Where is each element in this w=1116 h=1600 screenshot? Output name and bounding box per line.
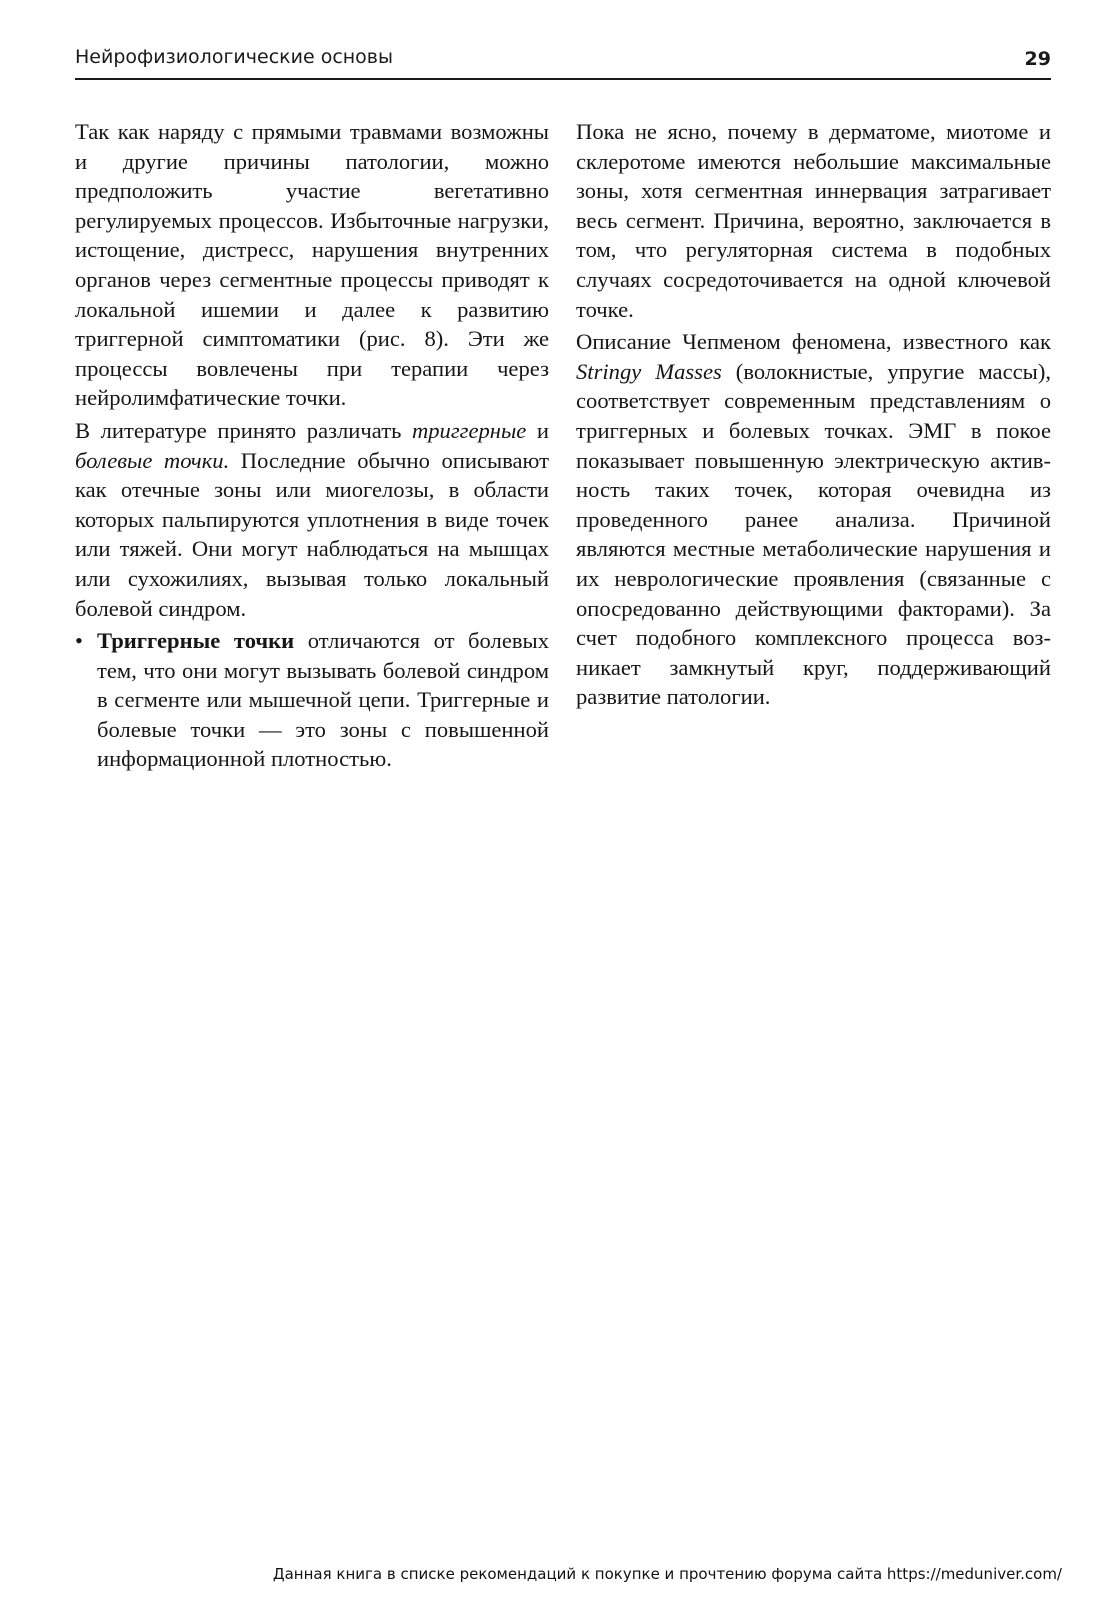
footer-notice: Данная книга в списке рекомендаций к покупке и прочтению форума сайта https://meduniver.com/ [272, 1565, 1062, 1583]
paragraph-text: Последние обычно описывают как отечные зоны или миогелозы, в области которых пальпируются уплотнения в виде точек или тяжей. Они могут наблюдаться на мышцах или сухожилиях, вызывая только локальный болевой синдром. [75, 447, 549, 621]
page-number: 29 [1024, 48, 1051, 70]
term-italic: триггерные [411, 417, 527, 443]
bullet-item [75, 626, 549, 774]
paragraph: Так как наряду с прямыми травмами возможны и другие причины патологии, можно предположить участие вегетативно регулируемых процессов. Избыточные нагрузки, истощение, дистресс, нарушения внутренних органов через сегментные процессы приводят к локальной ишемии и далее к развитию триггерной симптоматики (рис. 8). Эти же процессы вовлечены при терапии через нейролимфатические точки. [75, 119, 549, 411]
left-column [75, 117, 549, 774]
paragraph: Пока не ясно, почему в дерматоме, миотоме и склеротоме имеются небольшие максимальные зоны, хотя сегментная иннервация затрагивает весь сегмент. Причина, вероятно, заключается в том, что регуляторная система в подобных случаях сосредоточивается на одной ключевой точке. [576, 119, 1051, 322]
paragraph-text: (волокнистые, упругие массы), соответствует современным представлениям о триггерных и болевых точках. ЭМГ в покое показывает повышенную электрическую активность таких точек, которая очевидна из проведенного ранее анализа. Причиной являются местные метаболические нарушения и их неврологические проявления (связанные с опосредованно действующими факторами). За счет подобного комплексного процесса возникает замкнутый круг, поддерживающий развитие патологии. [576, 358, 1051, 710]
bullet-mark: • [75, 628, 83, 654]
paragraph [576, 327, 1051, 712]
running-title: Нейрофизиологические основы [75, 46, 394, 68]
paragraph-text: Описание Чепменом феномена, известного как [576, 329, 1051, 355]
bullet-text [97, 626, 549, 774]
right-column [576, 117, 1051, 715]
term-italic: Stringy Masses [576, 358, 722, 384]
page-header [75, 44, 1051, 80]
paragraph [75, 416, 549, 623]
paragraph-text: и [526, 417, 549, 443]
paragraph-text: отличаются от болевых тем, что они могут вызывать болевой синдром в сегменте или мышечной цепи. Триггерные и болевые точки — это зоны с повышенной информационной плотностью. [97, 628, 550, 772]
term-italic: болевые точки. [75, 447, 230, 473]
paragraph-text: В литературе принято различать [75, 417, 412, 443]
term-bold: Триггерные точки [97, 628, 295, 654]
